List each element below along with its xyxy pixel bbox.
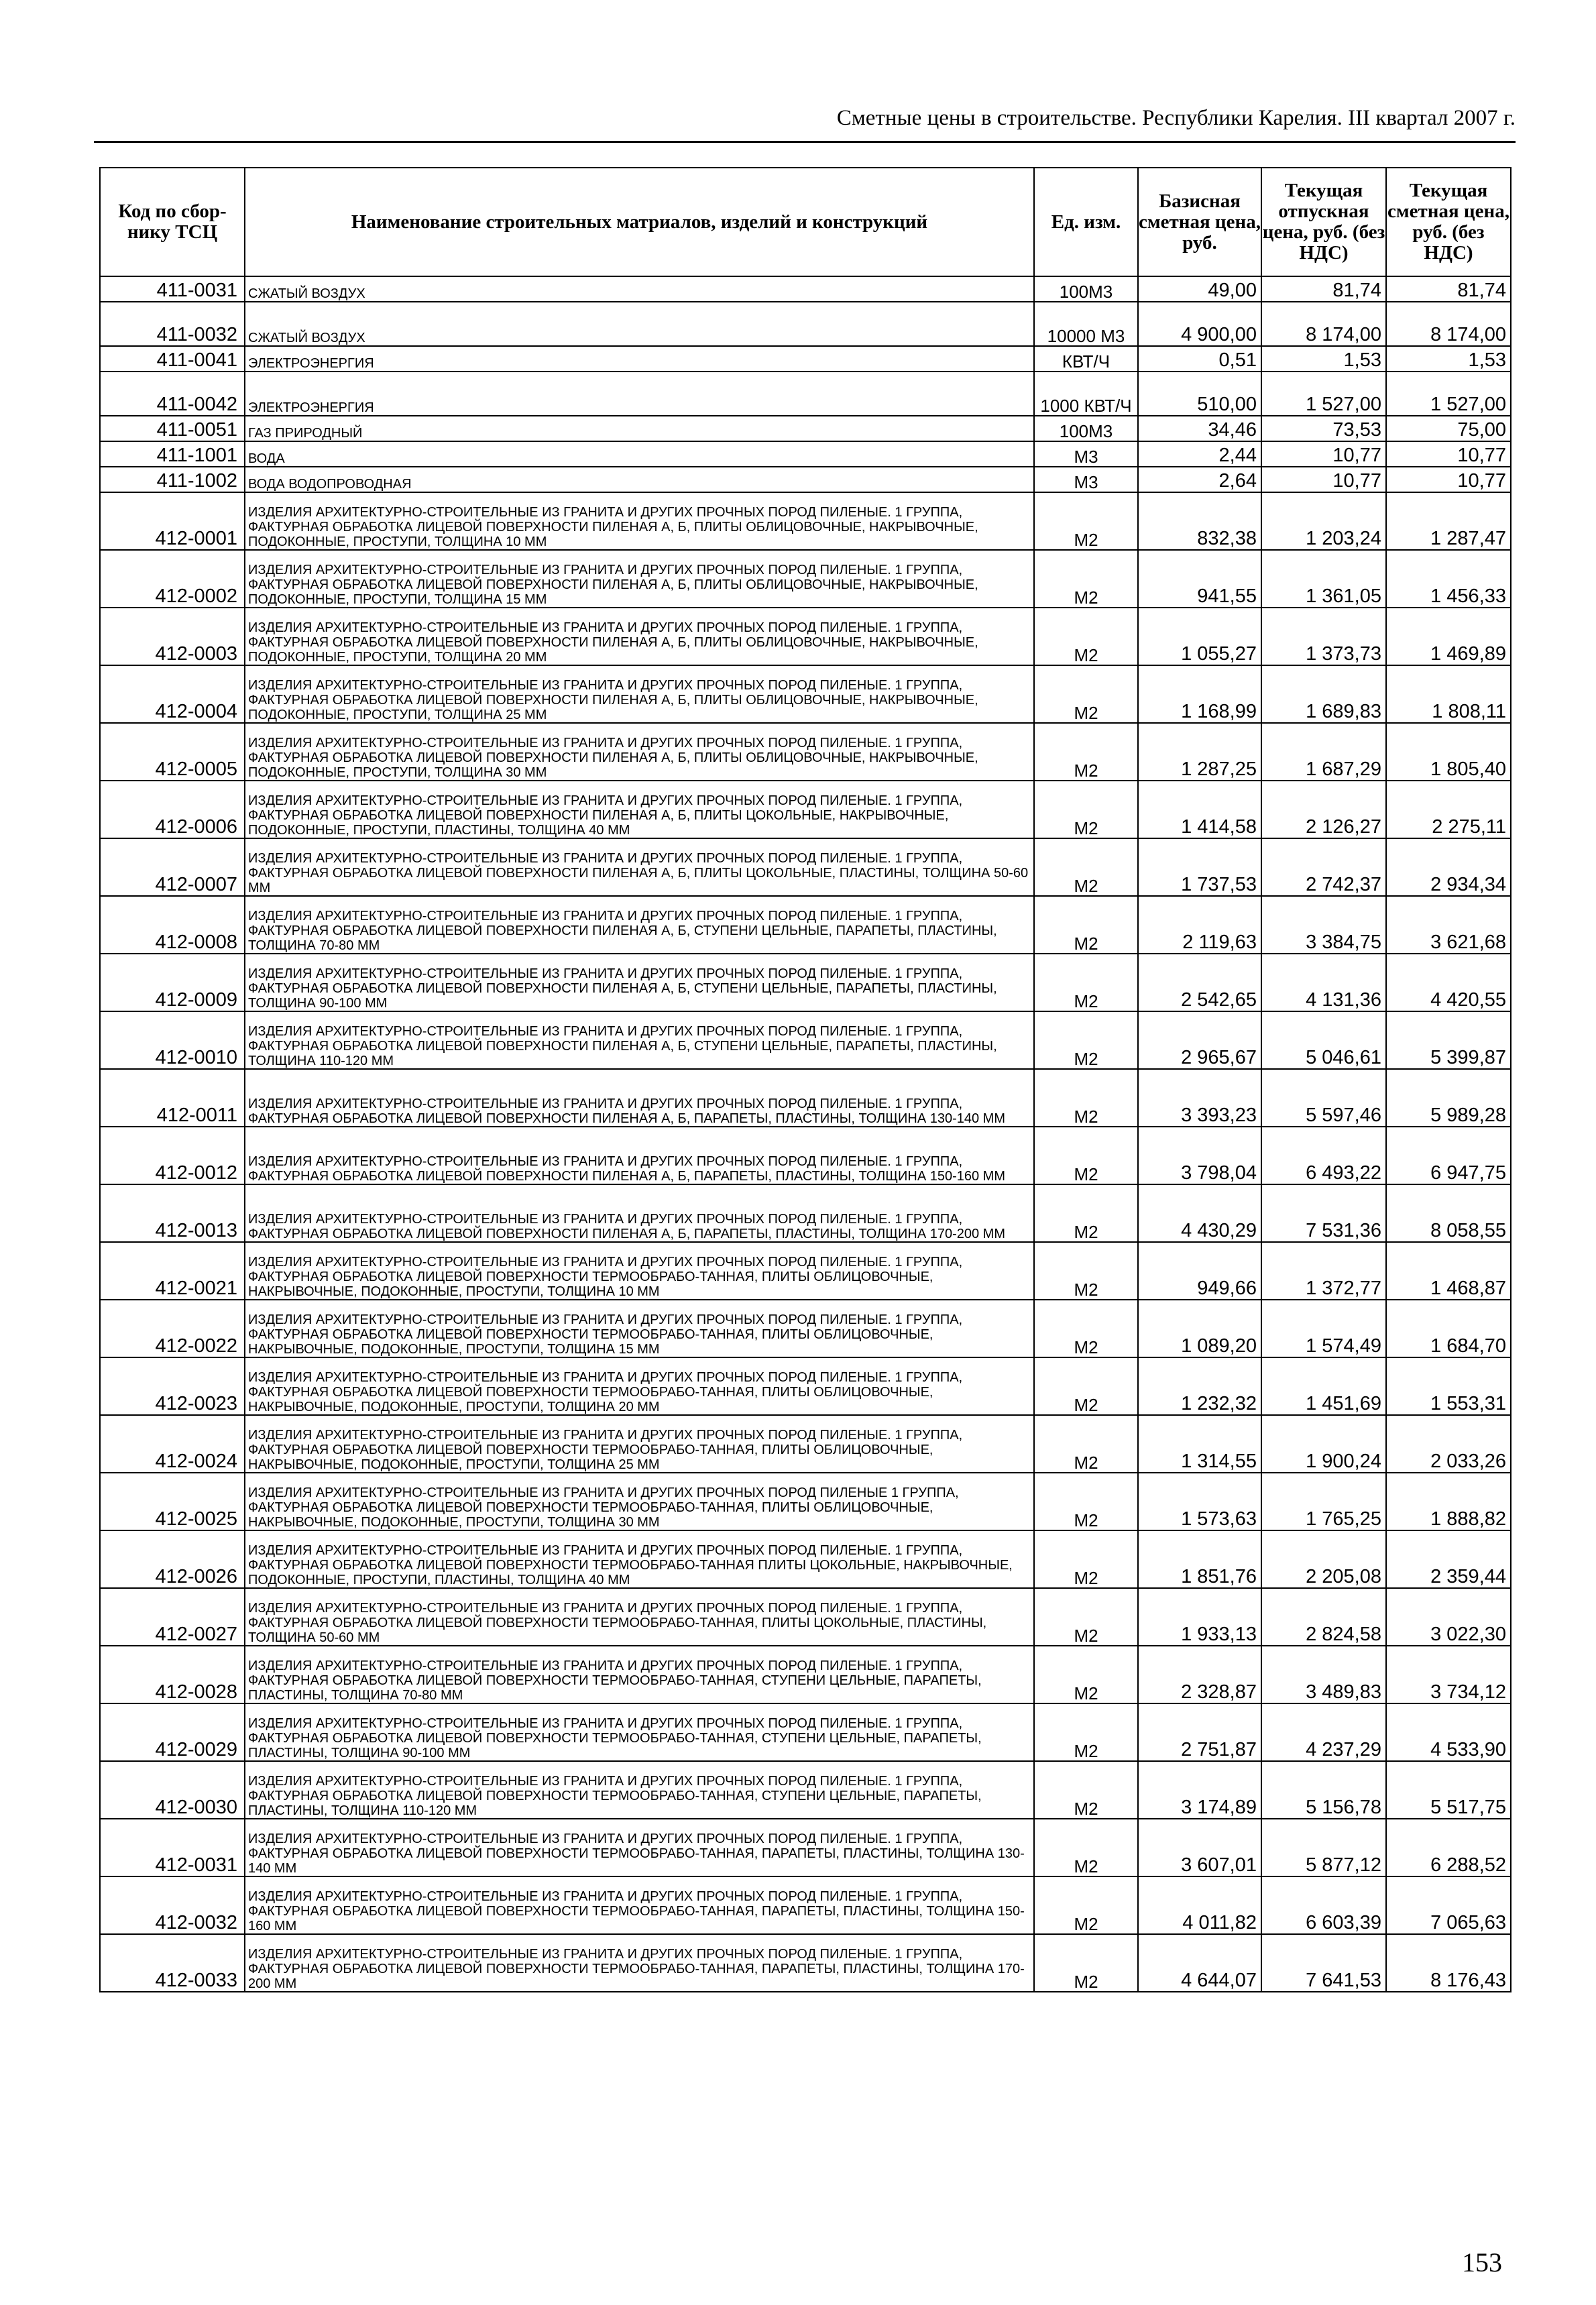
- row-base-price: 4 011,82: [1138, 1876, 1261, 1934]
- row-base-price: 0,51: [1138, 346, 1261, 372]
- row-name: ИЗДЕЛИЯ АРХИТЕКТУРНО-СТРОИТЕЛЬНЫЕ ИЗ ГРАНИТА И ДРУГИХ ПРОЧНЫХ ПОРОД ПИЛЕНЫЕ. 1 ГРУППА, ФАКТУРНАЯ ОБРАБОТКА ЛИЦЕВОЙ ПОВЕРХНОСТИ ТЕРМООБРАБО-ТАННАЯ, ПЛИТЫ ОБЛИЦОВОЧНЫЕ, НАКРЫВОЧНЫЕ, ПОДОКОННЫЕ, ПРОСТУПИ, ТОЛЩИНА 15 ММ: [245, 1300, 1034, 1357]
- row-code: 412-0008: [100, 896, 245, 954]
- row-estimate-price: 1 527,00: [1386, 372, 1511, 416]
- row-base-price: 1 232,32: [1138, 1357, 1261, 1415]
- row-code: 412-0021: [100, 1242, 245, 1300]
- row-code: 412-0024: [100, 1415, 245, 1473]
- row-code: 412-0009: [100, 954, 245, 1011]
- row-unit: М2: [1034, 838, 1138, 896]
- row-code: 412-0002: [100, 550, 245, 608]
- row-release-price: 1 687,29: [1261, 723, 1386, 781]
- table-row: [100, 723, 1511, 781]
- row-name: ИЗДЕЛИЯ АРХИТЕКТУРНО-СТРОИТЕЛЬНЫЕ ИЗ ГРАНИТА И ДРУГИХ ПРОЧНЫХ ПОРОД ПИЛЕНЫЕ. 1 ГРУППА, ФАКТУРНАЯ ОБРАБОТКА ЛИЦЕВОЙ ПОВЕРХНОСТИ ПИЛЕНАЯ А, Б, ПЛИТЫ ОБЛИЦОВОЧНЫЕ, НАКРЫВОЧНЫЕ, ПОДОКОННЫЕ, ПРОСТУПИ, ТОЛЩИНА 25 ММ: [245, 665, 1034, 723]
- row-name: ЭЛЕКТРОЭНЕРГИЯ: [245, 372, 1034, 416]
- row-release-price: 5 877,12: [1261, 1819, 1386, 1876]
- row-release-price: 2 742,37: [1261, 838, 1386, 896]
- row-estimate-price: 5 989,28: [1386, 1069, 1511, 1127]
- row-release-price: 3 489,83: [1261, 1646, 1386, 1703]
- row-name: ИЗДЕЛИЯ АРХИТЕКТУРНО-СТРОИТЕЛЬНЫЕ ИЗ ГРАНИТА И ДРУГИХ ПРОЧНЫХ ПОРОД ПИЛЕНЫЕ. 1 ГРУППА, ФАКТУРНАЯ ОБРАБОТКА ЛИЦЕВОЙ ПОВЕРХНОСТИ ПИЛЕНАЯ А, Б, ПЛИТЫ ЦОКОЛЬНЫЕ, ПЛАСТИНЫ, ТОЛЩИНА 50-60 ММ: [245, 838, 1034, 896]
- table-row: [100, 1530, 1511, 1588]
- header-rule: [94, 141, 1516, 143]
- row-release-price: 1 372,77: [1261, 1242, 1386, 1300]
- row-name: ИЗДЕЛИЯ АРХИТЕКТУРНО-СТРОИТЕЛЬНЫЕ ИЗ ГРАНИТА И ДРУГИХ ПРОЧНЫХ ПОРОД ПИЛЕНЫЕ. 1 ГРУППА, ФАКТУРНАЯ ОБРАБОТКА ЛИЦЕВОЙ ПОВЕРХНОСТИ ПИЛЕНАЯ А, Б, СТУПЕНИ ЦЕЛЬНЫЕ, ПАРАПЕТЫ, ПЛАСТИНЫ, ТОЛЩИНА 90-100 ММ: [245, 954, 1034, 1011]
- row-name: ИЗДЕЛИЯ АРХИТЕКТУРНО-СТРОИТЕЛЬНЫЕ ИЗ ГРАНИТА И ДРУГИХ ПРОЧНЫХ ПОРОД ПИЛЕНЫЕ. 1 ГРУППА, ФАКТУРНАЯ ОБРАБОТКА ЛИЦЕВОЙ ПОВЕРХНОСТИ ПИЛЕНАЯ А, Б, СТУПЕНИ ЦЕЛЬНЫЕ, ПАРАПЕТЫ, ПЛАСТИНЫ, ТОЛЩИНА 110-120 ММ: [245, 1011, 1034, 1069]
- row-code: 412-0010: [100, 1011, 245, 1069]
- table-row: [100, 1069, 1511, 1127]
- row-release-price: 7 531,36: [1261, 1184, 1386, 1242]
- row-estimate-price: 6 288,52: [1386, 1819, 1511, 1876]
- row-name: ИЗДЕЛИЯ АРХИТЕКТУРНО-СТРОИТЕЛЬНЫЕ ИЗ ГРАНИТА И ДРУГИХ ПРОЧНЫХ ПОРОД ПИЛЕНЫЕ. 1 ГРУППА, ФАКТУРНАЯ ОБРАБОТКА ЛИЦЕВОЙ ПОВЕРХНОСТИ ПИЛЕНАЯ А, Б, ПЛИТЫ ОБЛИЦОВОЧНЫЕ, НАКРЫВОЧНЫЕ, ПОДОКОННЫЕ, ПРОСТУПИ, ТОЛЩИНА 20 ММ: [245, 608, 1034, 665]
- row-estimate-price: 1 287,47: [1386, 492, 1511, 550]
- row-estimate-price: 1 553,31: [1386, 1357, 1511, 1415]
- row-release-price: 5 046,61: [1261, 1011, 1386, 1069]
- row-unit: 1000 КВТ/Ч: [1034, 372, 1138, 416]
- table-row: [100, 346, 1511, 372]
- row-estimate-price: 1 684,70: [1386, 1300, 1511, 1357]
- row-unit: М2: [1034, 492, 1138, 550]
- row-code: 412-0026: [100, 1530, 245, 1588]
- row-base-price: 1 168,99: [1138, 665, 1261, 723]
- row-code: 412-0003: [100, 608, 245, 665]
- row-name: ИЗДЕЛИЯ АРХИТЕКТУРНО-СТРОИТЕЛЬНЫЕ ИЗ ГРАНИТА И ДРУГИХ ПРОЧНЫХ ПОРОД ПИЛЕНЫЕ. 1 ГРУППА, ФАКТУРНАЯ ОБРАБОТКА ЛИЦЕВОЙ ПОВЕРХНОСТИ ТЕРМООБРАБО-ТАННАЯ ПЛИТЫ ЦОКОЛЬНЫЕ, НАКРЫВОЧНЫЕ, ПОДОКОННЫЕ, ПРОСТУПИ, ПЛАСТИНЫ, ТОЛЩИНА 40 ММ: [245, 1530, 1034, 1588]
- table-row: [100, 276, 1511, 302]
- row-release-price: 10,77: [1261, 441, 1386, 467]
- row-name: ИЗДЕЛИЯ АРХИТЕКТУРНО-СТРОИТЕЛЬНЫЕ ИЗ ГРАНИТА И ДРУГИХ ПРОЧНЫХ ПОРОД ПИЛЕНЫЕ. 1 ГРУППА, ФАКТУРНАЯ ОБРАБОТКА ЛИЦЕВОЙ ПОВЕРХНОСТИ ТЕРМООБРАБО-ТАННАЯ, ПЛИТЫ ОБЛИЦОВОЧНЫЕ, НАКРЫВОЧНЫЕ, ПОДОКОННЫЕ, ПРОСТУПИ, ТОЛЩИНА 25 ММ: [245, 1415, 1034, 1473]
- row-estimate-price: 5 517,75: [1386, 1761, 1511, 1819]
- row-unit: М2: [1034, 723, 1138, 781]
- row-base-price: 1 573,63: [1138, 1473, 1261, 1530]
- row-estimate-price: 3 734,12: [1386, 1646, 1511, 1703]
- row-code: 412-0028: [100, 1646, 245, 1703]
- row-name: ИЗДЕЛИЯ АРХИТЕКТУРНО-СТРОИТЕЛЬНЫЕ ИЗ ГРАНИТА И ДРУГИХ ПРОЧНЫХ ПОРОД ПИЛЕНЫЕ. 1 ГРУППА, ФАКТУРНАЯ ОБРАБОТКА ЛИЦЕВОЙ ПОВЕРХНОСТИ ПИЛЕНАЯ А, Б, ПЛИТЫ ЦОКОЛЬНЫЕ, НАКРЫВОЧНЫЕ, ПОДОКОННЫЕ, ПРОСТУПИ, ПЛАСТИНЫ, ТОЛЩИНА 40 ММ: [245, 781, 1034, 838]
- row-name: ИЗДЕЛИЯ АРХИТЕКТУРНО-СТРОИТЕЛЬНЫЕ ИЗ ГРАНИТА И ДРУГИХ ПРОЧНЫХ ПОРОД ПИЛЕНЫЕ. 1 ГРУППА, ФАКТУРНАЯ ОБРАБОТКА ЛИЦЕВОЙ ПОВЕРХНОСТИ ТЕРМООБРАБО-ТАННАЯ, СТУПЕНИ ЦЕЛЬНЫЕ, ПАРАПЕТЫ, ПЛАСТИНЫ, ТОЛЩИНА 70-80 ММ: [245, 1646, 1034, 1703]
- table-body: [100, 276, 1511, 1992]
- row-unit: М2: [1034, 1934, 1138, 1992]
- table-row: [100, 1646, 1511, 1703]
- table-row: [100, 1876, 1511, 1934]
- row-unit: КВТ/Ч: [1034, 346, 1138, 372]
- row-release-price: 2 205,08: [1261, 1530, 1386, 1588]
- table-row: [100, 1473, 1511, 1530]
- row-code: 412-0006: [100, 781, 245, 838]
- row-estimate-price: 4 533,90: [1386, 1703, 1511, 1761]
- row-base-price: 832,38: [1138, 492, 1261, 550]
- row-estimate-price: 75,00: [1386, 416, 1511, 441]
- row-base-price: 1 089,20: [1138, 1300, 1261, 1357]
- table-row: [100, 1415, 1511, 1473]
- row-release-price: 5 597,46: [1261, 1069, 1386, 1127]
- row-unit: 100М3: [1034, 276, 1138, 302]
- table-row: [100, 302, 1511, 346]
- table-row: [100, 954, 1511, 1011]
- column-header-unit: Ед. изм.: [1034, 168, 1138, 276]
- row-unit: М2: [1034, 781, 1138, 838]
- row-release-price: 1 451,69: [1261, 1357, 1386, 1415]
- row-code: 412-0005: [100, 723, 245, 781]
- row-name: ИЗДЕЛИЯ АРХИТЕКТУРНО-СТРОИТЕЛЬНЫЕ ИЗ ГРАНИТА И ДРУГИХ ПРОЧНЫХ ПОРОД ПИЛЕНЫЕ. 1 ГРУППА, ФАКТУРНАЯ ОБРАБОТКА ЛИЦЕВОЙ ПОВЕРХНОСТИ ТЕРМООБРАБО-ТАННАЯ, СТУПЕНИ ЦЕЛЬНЫЕ, ПАРАПЕТЫ, ПЛАСТИНЫ, ТОЛЩИНА 110-120 ММ: [245, 1761, 1034, 1819]
- row-base-price: 1 851,76: [1138, 1530, 1261, 1588]
- row-estimate-price: 2 033,26: [1386, 1415, 1511, 1473]
- row-release-price: 1 765,25: [1261, 1473, 1386, 1530]
- table-row: [100, 1127, 1511, 1184]
- row-code: 412-0025: [100, 1473, 245, 1530]
- table-row: [100, 608, 1511, 665]
- row-estimate-price: 3 621,68: [1386, 896, 1511, 954]
- row-base-price: 3 798,04: [1138, 1127, 1261, 1184]
- row-name: ИЗДЕЛИЯ АРХИТЕКТУРНО-СТРОИТЕЛЬНЫЕ ИЗ ГРАНИТА И ДРУГИХ ПРОЧНЫХ ПОРОД ПИЛЕНЫЕ 1 ГРУППА, ФАКТУРНАЯ ОБРАБОТКА ЛИЦЕВОЙ ПОВЕРХНОСТИ ТЕРМООБРАБО-ТАННАЯ, ПЛИТЫ ОБЛИЦОВОЧНЫЕ, НАКРЫВОЧНЫЕ, ПОДОКОННЫЕ, ПРОСТУПИ, ТОЛЩИНА 30 ММ: [245, 1473, 1034, 1530]
- row-release-price: 6 603,39: [1261, 1876, 1386, 1934]
- row-unit: М2: [1034, 665, 1138, 723]
- row-unit: М2: [1034, 1069, 1138, 1127]
- row-base-price: 2 328,87: [1138, 1646, 1261, 1703]
- row-code: 412-0022: [100, 1300, 245, 1357]
- row-release-price: 7 641,53: [1261, 1934, 1386, 1992]
- row-estimate-price: 7 065,63: [1386, 1876, 1511, 1934]
- row-code: 412-0001: [100, 492, 245, 550]
- row-release-price: 2 126,27: [1261, 781, 1386, 838]
- row-release-price: 1 203,24: [1261, 492, 1386, 550]
- column-header-name: Наименование строительных матриалов, изделий и конструкций: [245, 168, 1034, 276]
- table-row: [100, 1300, 1511, 1357]
- row-code: 412-0023: [100, 1357, 245, 1415]
- row-name: СЖАТЫЙ ВОЗДУХ: [245, 302, 1034, 346]
- row-release-price: 2 824,58: [1261, 1588, 1386, 1646]
- row-unit: М2: [1034, 1703, 1138, 1761]
- row-base-price: 2 542,65: [1138, 954, 1261, 1011]
- row-unit: М2: [1034, 1876, 1138, 1934]
- table-row: [100, 492, 1511, 550]
- table-row: [100, 372, 1511, 416]
- row-estimate-price: 1,53: [1386, 346, 1511, 372]
- row-release-price: 73,53: [1261, 416, 1386, 441]
- row-estimate-price: 8 058,55: [1386, 1184, 1511, 1242]
- row-base-price: 49,00: [1138, 276, 1261, 302]
- row-unit: М3: [1034, 441, 1138, 467]
- row-name: ГАЗ ПРИРОДНЫЙ: [245, 416, 1034, 441]
- column-header-estimate-price: Текущая сметная цена, руб. (без НДС): [1386, 168, 1511, 276]
- table-row: [100, 1588, 1511, 1646]
- row-name: ИЗДЕЛИЯ АРХИТЕКТУРНО-СТРОИТЕЛЬНЫЕ ИЗ ГРАНИТА И ДРУГИХ ПРОЧНЫХ ПОРОД ПИЛЕНЫЕ. 1 ГРУППА, ФАКТУРНАЯ ОБРАБОТКА ЛИЦЕВОЙ ПОВЕРХНОСТИ ПИЛЕНАЯ А, Б, СТУПЕНИ ЦЕЛЬНЫЕ, ПАРАПЕТЫ, ПЛАСТИНЫ, ТОЛЩИНА 70-80 ММ: [245, 896, 1034, 954]
- row-name: ИЗДЕЛИЯ АРХИТЕКТУРНО-СТРОИТЕЛЬНЫЕ ИЗ ГРАНИТА И ДРУГИХ ПРОЧНЫХ ПОРОД ПИЛЕНЫЕ. 1 ГРУППА, ФАКТУРНАЯ ОБРАБОТКА ЛИЦЕВОЙ ПОВЕРХНОСТИ ТЕРМООБРАБО-ТАННАЯ, ПАРАПЕТЫ, ПЛАСТИНЫ, ТОЛЩИНА 170-200 ММ: [245, 1934, 1034, 1992]
- row-name: СЖАТЫЙ ВОЗДУХ: [245, 276, 1034, 302]
- row-code: 412-0031: [100, 1819, 245, 1876]
- row-estimate-price: 2 934,34: [1386, 838, 1511, 896]
- row-code: 412-0004: [100, 665, 245, 723]
- row-code: 411-1001: [100, 441, 245, 467]
- table-row: [100, 1242, 1511, 1300]
- row-release-price: 4 237,29: [1261, 1703, 1386, 1761]
- row-name: ИЗДЕЛИЯ АРХИТЕКТУРНО-СТРОИТЕЛЬНЫЕ ИЗ ГРАНИТА И ДРУГИХ ПРОЧНЫХ ПОРОД ПИЛЕНЫЕ. 1 ГРУППА, ФАКТУРНАЯ ОБРАБОТКА ЛИЦЕВОЙ ПОВЕРХНОСТИ ПИЛЕНАЯ А, Б, ПАРАПЕТЫ, ПЛАСТИНЫ, ТОЛЩИНА 170-200 ММ: [245, 1184, 1034, 1242]
- row-name: ИЗДЕЛИЯ АРХИТЕКТУРНО-СТРОИТЕЛЬНЫЕ ИЗ ГРАНИТА И ДРУГИХ ПРОЧНЫХ ПОРОД ПИЛЕНЫЕ. 1 ГРУППА, ФАКТУРНАЯ ОБРАБОТКА ЛИЦЕВОЙ ПОВЕРХНОСТИ ПИЛЕНАЯ А, Б, ПЛИТЫ ОБЛИЦОВОЧНЫЕ, НАКРЫВОЧНЫЕ, ПОДОКОННЫЕ, ПРОСТУПИ, ТОЛЩИНА 15 ММ: [245, 550, 1034, 608]
- table-row: [100, 550, 1511, 608]
- table-row: [100, 416, 1511, 441]
- row-base-price: 941,55: [1138, 550, 1261, 608]
- row-estimate-price: 5 399,87: [1386, 1011, 1511, 1069]
- row-release-price: 6 493,22: [1261, 1127, 1386, 1184]
- row-base-price: 2,44: [1138, 441, 1261, 467]
- row-unit: М2: [1034, 1242, 1138, 1300]
- row-base-price: 34,46: [1138, 416, 1261, 441]
- row-estimate-price: 81,74: [1386, 276, 1511, 302]
- row-code: 411-0041: [100, 346, 245, 372]
- row-name: ИЗДЕЛИЯ АРХИТЕКТУРНО-СТРОИТЕЛЬНЫЕ ИЗ ГРАНИТА И ДРУГИХ ПРОЧНЫХ ПОРОД ПИЛЕНЫЕ. 1 ГРУППА, ФАКТУРНАЯ ОБРАБОТКА ЛИЦЕВОЙ ПОВЕРХНОСТИ ПИЛЕНАЯ А, Б, ПЛИТЫ ОБЛИЦОВОЧНЫЕ, НАКРЫВОЧНЫЕ, ПОДОКОННЫЕ, ПРОСТУПИ, ТОЛЩИНА 10 ММ: [245, 492, 1034, 550]
- row-estimate-price: 3 022,30: [1386, 1588, 1511, 1646]
- column-header-release-price: Текущая отпускная цена, руб. (без НДС): [1261, 168, 1386, 276]
- row-code: 412-0012: [100, 1127, 245, 1184]
- row-name: ИЗДЕЛИЯ АРХИТЕКТУРНО-СТРОИТЕЛЬНЫЕ ИЗ ГРАНИТА И ДРУГИХ ПРОЧНЫХ ПОРОД ПИЛЕНЫЕ. 1 ГРУППА, ФАКТУРНАЯ ОБРАБОТКА ЛИЦЕВОЙ ПОВЕРХНОСТИ ПИЛЕНАЯ А, Б, ПЛИТЫ ОБЛИЦОВОЧНЫЕ, НАКРЫВОЧНЫЕ, ПОДОКОННЫЕ, ПРОСТУПИ, ТОЛЩИНА 30 ММ: [245, 723, 1034, 781]
- row-base-price: 2 751,87: [1138, 1703, 1261, 1761]
- row-unit: М2: [1034, 1357, 1138, 1415]
- row-release-price: 1 361,05: [1261, 550, 1386, 608]
- row-name: ИЗДЕЛИЯ АРХИТЕКТУРНО-СТРОИТЕЛЬНЫЕ ИЗ ГРАНИТА И ДРУГИХ ПРОЧНЫХ ПОРОД ПИЛЕНЫЕ. 1 ГРУППА, ФАКТУРНАЯ ОБРАБОТКА ЛИЦЕВОЙ ПОВЕРХНОСТИ ТЕРМООБРАБО-ТАННАЯ, СТУПЕНИ ЦЕЛЬНЫЕ, ПАРАПЕТЫ, ПЛАСТИНЫ, ТОЛЩИНА 90-100 ММ: [245, 1703, 1034, 1761]
- page-number: 153: [1462, 2247, 1502, 2278]
- row-release-price: 3 384,75: [1261, 896, 1386, 954]
- row-unit: М2: [1034, 1127, 1138, 1184]
- row-name: ИЗДЕЛИЯ АРХИТЕКТУРНО-СТРОИТЕЛЬНЫЕ ИЗ ГРАНИТА И ДРУГИХ ПРОЧНЫХ ПОРОД ПИЛЕНЫЕ. 1 ГРУППА, ФАКТУРНАЯ ОБРАБОТКА ЛИЦЕВОЙ ПОВЕРХНОСТИ ТЕРМООБРАБО-ТАННАЯ, ПЛИТЫ ОБЛИЦОВОЧНЫЕ, НАКРЫВОЧНЫЕ, ПОДОКОННЫЕ, ПРОСТУПИ, ТОЛЩИНА 10 ММ: [245, 1242, 1034, 1300]
- row-unit: М2: [1034, 1184, 1138, 1242]
- row-estimate-price: 10,77: [1386, 467, 1511, 492]
- row-release-price: 1,53: [1261, 346, 1386, 372]
- row-code: 412-0013: [100, 1184, 245, 1242]
- row-code: 412-0033: [100, 1934, 245, 1992]
- table-row: [100, 1703, 1511, 1761]
- row-release-price: 8 174,00: [1261, 302, 1386, 346]
- row-unit: М2: [1034, 1415, 1138, 1473]
- row-base-price: 510,00: [1138, 372, 1261, 416]
- table-row: [100, 896, 1511, 954]
- row-code: 412-0011: [100, 1069, 245, 1127]
- row-unit: М2: [1034, 1588, 1138, 1646]
- row-code: 411-0051: [100, 416, 245, 441]
- row-code: 411-0042: [100, 372, 245, 416]
- row-base-price: 1 287,25: [1138, 723, 1261, 781]
- row-estimate-price: 6 947,75: [1386, 1127, 1511, 1184]
- row-unit: М2: [1034, 1646, 1138, 1703]
- row-unit: М3: [1034, 467, 1138, 492]
- row-release-price: 1 574,49: [1261, 1300, 1386, 1357]
- row-estimate-price: 1 469,89: [1386, 608, 1511, 665]
- row-unit: М2: [1034, 1761, 1138, 1819]
- row-base-price: 3 393,23: [1138, 1069, 1261, 1127]
- row-base-price: 1 414,58: [1138, 781, 1261, 838]
- row-code: 411-1002: [100, 467, 245, 492]
- table-row: [100, 1011, 1511, 1069]
- row-unit: М2: [1034, 1473, 1138, 1530]
- row-name: ВОДА: [245, 441, 1034, 467]
- row-unit: М2: [1034, 1530, 1138, 1588]
- row-unit: М2: [1034, 1300, 1138, 1357]
- table-row: [100, 1761, 1511, 1819]
- table-row: [100, 1184, 1511, 1242]
- row-release-price: 5 156,78: [1261, 1761, 1386, 1819]
- row-code: 412-0032: [100, 1876, 245, 1934]
- row-estimate-price: 1 468,87: [1386, 1242, 1511, 1300]
- row-code: 412-0027: [100, 1588, 245, 1646]
- row-estimate-price: 4 420,55: [1386, 954, 1511, 1011]
- row-estimate-price: 2 275,11: [1386, 781, 1511, 838]
- table-row: [100, 1357, 1511, 1415]
- row-base-price: 3 174,89: [1138, 1761, 1261, 1819]
- row-estimate-price: 8 174,00: [1386, 302, 1511, 346]
- row-name: ИЗДЕЛИЯ АРХИТЕКТУРНО-СТРОИТЕЛЬНЫЕ ИЗ ГРАНИТА И ДРУГИХ ПРОЧНЫХ ПОРОД ПИЛЕНЫЕ. 1 ГРУППА, ФАКТУРНАЯ ОБРАБОТКА ЛИЦЕВОЙ ПОВЕРХНОСТИ ТЕРМООБРАБО-ТАННАЯ, ПАРАПЕТЫ, ПЛАСТИНЫ, ТОЛЩИНА 150-160 ММ: [245, 1876, 1034, 1934]
- row-base-price: 2 119,63: [1138, 896, 1261, 954]
- row-code: 412-0030: [100, 1761, 245, 1819]
- table-row: [100, 1934, 1511, 1992]
- row-estimate-price: 2 359,44: [1386, 1530, 1511, 1588]
- table-row: [100, 467, 1511, 492]
- row-release-price: 1 527,00: [1261, 372, 1386, 416]
- row-base-price: 4 900,00: [1138, 302, 1261, 346]
- row-release-price: 1 689,83: [1261, 665, 1386, 723]
- row-release-price: 81,74: [1261, 276, 1386, 302]
- row-name: ИЗДЕЛИЯ АРХИТЕКТУРНО-СТРОИТЕЛЬНЫЕ ИЗ ГРАНИТА И ДРУГИХ ПРОЧНЫХ ПОРОД ПИЛЕНЫЕ. 1 ГРУППА, ФАКТУРНАЯ ОБРАБОТКА ЛИЦЕВОЙ ПОВЕРХНОСТИ ПИЛЕНАЯ А, Б, ПАРАПЕТЫ, ПЛАСТИНЫ, ТОЛЩИНА 130-140 ММ: [245, 1069, 1034, 1127]
- row-unit: М2: [1034, 608, 1138, 665]
- table-header-row: [100, 168, 1511, 276]
- row-name: ВОДА ВОДОПРОВОДНАЯ: [245, 467, 1034, 492]
- price-table: [99, 167, 1512, 1992]
- row-base-price: 1 933,13: [1138, 1588, 1261, 1646]
- row-name: ИЗДЕЛИЯ АРХИТЕКТУРНО-СТРОИТЕЛЬНЫЕ ИЗ ГРАНИТА И ДРУГИХ ПРОЧНЫХ ПОРОД ПИЛЕНЫЕ. 1 ГРУППА, ФАКТУРНАЯ ОБРАБОТКА ЛИЦЕВОЙ ПОВЕРХНОСТИ ТЕРМООБРАБО-ТАННАЯ, ПЛИТЫ ОБЛИЦОВОЧНЫЕ, НАКРЫВОЧНЫЕ, ПОДОКОННЫЕ, ПРОСТУПИ, ТОЛЩИНА 20 ММ: [245, 1357, 1034, 1415]
- row-code: 412-0029: [100, 1703, 245, 1761]
- row-estimate-price: 1 808,11: [1386, 665, 1511, 723]
- row-unit: 10000 М3: [1034, 302, 1138, 346]
- row-release-price: 10,77: [1261, 467, 1386, 492]
- row-release-price: 1 900,24: [1261, 1415, 1386, 1473]
- row-base-price: 4 644,07: [1138, 1934, 1261, 1992]
- row-estimate-price: 10,77: [1386, 441, 1511, 467]
- row-base-price: 2,64: [1138, 467, 1261, 492]
- row-unit: М2: [1034, 954, 1138, 1011]
- row-base-price: 1 737,53: [1138, 838, 1261, 896]
- row-code: 411-0032: [100, 302, 245, 346]
- row-release-price: 4 131,36: [1261, 954, 1386, 1011]
- running-header: Сметные цены в строительстве. Республики Карелия. III квартал 2007 г.: [836, 106, 1516, 130]
- row-base-price: 949,66: [1138, 1242, 1261, 1300]
- row-name: ЭЛЕКТРОЭНЕРГИЯ: [245, 346, 1034, 372]
- table-row: [100, 781, 1511, 838]
- row-release-price: 1 373,73: [1261, 608, 1386, 665]
- row-unit: М2: [1034, 1819, 1138, 1876]
- row-base-price: 1 314,55: [1138, 1415, 1261, 1473]
- table-row: [100, 441, 1511, 467]
- row-estimate-price: 1 456,33: [1386, 550, 1511, 608]
- row-unit: М2: [1034, 1011, 1138, 1069]
- row-name: ИЗДЕЛИЯ АРХИТЕКТУРНО-СТРОИТЕЛЬНЫЕ ИЗ ГРАНИТА И ДРУГИХ ПРОЧНЫХ ПОРОД ПИЛЕНЫЕ. 1 ГРУППА, ФАКТУРНАЯ ОБРАБОТКА ЛИЦЕВОЙ ПОВЕРХНОСТИ ПИЛЕНАЯ А, Б, ПАРАПЕТЫ, ПЛАСТИНЫ, ТОЛЩИНА 150-160 ММ: [245, 1127, 1034, 1184]
- row-unit: М2: [1034, 896, 1138, 954]
- column-header-base-price: Базисная сметная цена, руб.: [1138, 168, 1261, 276]
- table-row: [100, 665, 1511, 723]
- row-unit: М2: [1034, 550, 1138, 608]
- row-code: 412-0007: [100, 838, 245, 896]
- row-base-price: 1 055,27: [1138, 608, 1261, 665]
- row-estimate-price: 8 176,43: [1386, 1934, 1511, 1992]
- row-name: ИЗДЕЛИЯ АРХИТЕКТУРНО-СТРОИТЕЛЬНЫЕ ИЗ ГРАНИТА И ДРУГИХ ПРОЧНЫХ ПОРОД ПИЛЕНЫЕ. 1 ГРУППА, ФАКТУРНАЯ ОБРАБОТКА ЛИЦЕВОЙ ПОВЕРХНОСТИ ТЕРМООБРАБО-ТАННАЯ, ПАРАПЕТЫ, ПЛАСТИНЫ, ТОЛЩИНА 130-140 ММ: [245, 1819, 1034, 1876]
- row-base-price: 4 430,29: [1138, 1184, 1261, 1242]
- row-code: 411-0031: [100, 276, 245, 302]
- row-estimate-price: 1 888,82: [1386, 1473, 1511, 1530]
- table-row: [100, 838, 1511, 896]
- row-unit: 100М3: [1034, 416, 1138, 441]
- column-header-code: Код по сбор-нику ТСЦ: [100, 168, 245, 276]
- row-estimate-price: 1 805,40: [1386, 723, 1511, 781]
- row-base-price: 2 965,67: [1138, 1011, 1261, 1069]
- row-name: ИЗДЕЛИЯ АРХИТЕКТУРНО-СТРОИТЕЛЬНЫЕ ИЗ ГРАНИТА И ДРУГИХ ПРОЧНЫХ ПОРОД ПИЛЕНЫЕ. 1 ГРУППА, ФАКТУРНАЯ ОБРАБОТКА ЛИЦЕВОЙ ПОВЕРХНОСТИ ТЕРМООБРАБО-ТАННАЯ, ПЛИТЫ ЦОКОЛЬНЫЕ, ПЛАСТИНЫ, ТОЛЩИНА 50-60 ММ: [245, 1588, 1034, 1646]
- row-base-price: 3 607,01: [1138, 1819, 1261, 1876]
- table-row: [100, 1819, 1511, 1876]
